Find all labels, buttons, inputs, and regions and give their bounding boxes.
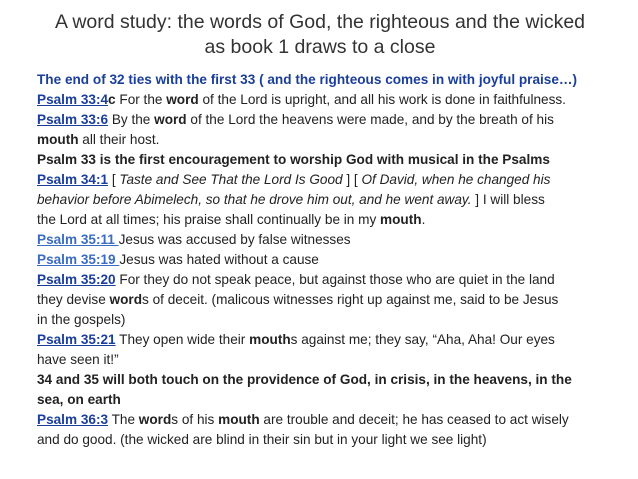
keyword: word: [138, 412, 172, 427]
verse-psalm-36-3: [37, 410, 623, 450]
keyword: word: [166, 92, 199, 107]
slide-body: [37, 70, 623, 450]
text: of the Lord the heavens were made, and by the breath of his: [186, 112, 554, 127]
text: the Lord at all times; his praise shall continually be in my: [37, 212, 381, 227]
slide-title: [20, 10, 620, 60]
verse-psalm-33-6: [37, 110, 623, 150]
text: ] I will bless: [471, 192, 545, 207]
ref-psalm-35-19[interactable]: Psalm 35:19: [37, 252, 120, 267]
verse-psalm-35-19: [37, 250, 623, 270]
keyword: mouth: [380, 212, 422, 227]
text: s of his: [171, 412, 219, 427]
keyword: mouth: [218, 412, 260, 427]
text: in the gospels): [37, 312, 126, 327]
text: 34 and 35 will both touch on the providence of God, in crisis, in the heavens, in the: [37, 372, 572, 387]
title-line-2: as book 1 draws to a close: [204, 36, 436, 58]
keyword: word: [109, 292, 143, 307]
ref-suffix: c: [108, 92, 116, 107]
italic-text: behavior before Abimelech, so that he drove him out, and he went away.: [37, 192, 472, 207]
text: ] [: [342, 172, 362, 187]
keyword: mouth: [37, 132, 79, 147]
text: They open wide their: [115, 332, 250, 347]
italic-text: Taste and See That the Lord Is Good: [119, 172, 343, 187]
verse-psalm-35-20: [37, 270, 623, 330]
italic-text: Of David, when he changed his: [361, 172, 551, 187]
text: they devise: [37, 292, 110, 307]
note-providence: [37, 370, 623, 410]
text: and do good. (the wicked are blind in their sin but in your light we see light): [37, 432, 487, 447]
text: Jesus was accused by false witnesses: [118, 232, 351, 247]
keyword: word: [154, 112, 187, 127]
ref-psalm-33-6[interactable]: Psalm 33:6: [37, 112, 109, 127]
verse-psalm-35-21: [37, 330, 623, 370]
text: Jesus was hated without a cause: [119, 252, 319, 267]
verse-psalm-33-4: [37, 90, 623, 110]
text: [: [108, 172, 120, 187]
text: sea, on earth: [37, 392, 121, 407]
verse-psalm-34-1: [37, 170, 623, 230]
ref-psalm-33-4[interactable]: Psalm 33:4: [37, 92, 109, 107]
keyword: mouth: [249, 332, 291, 347]
ref-psalm-35-21[interactable]: Psalm 35:21: [37, 332, 116, 347]
text: have seen it!”: [37, 352, 119, 367]
title-line-1: A word study: the words of God, the righteous and the wicked: [54, 11, 586, 33]
ref-psalm-35-20[interactable]: Psalm 35:20: [37, 272, 116, 287]
note-psalm-33: Psalm 33 is the first encouragement to worship God with musical in the Psalms: [37, 152, 550, 167]
text: s of deceit. (malicous witnesses right up against me, said to be Jesus: [142, 292, 559, 307]
verse-psalm-35-11: [37, 230, 623, 250]
text: By the: [108, 112, 155, 127]
intro-line: The end of 32 ties with the first 33 ( and the righteous comes in with joyful praise…): [37, 72, 578, 87]
text: all their host.: [78, 132, 160, 147]
text: s against me; they say, “Aha, Aha! Our eyes: [290, 332, 555, 347]
ref-psalm-36-3[interactable]: Psalm 36:3: [37, 412, 109, 427]
text: of the Lord is upright, and all his work is done in faithfulness.: [198, 92, 566, 107]
ref-psalm-35-11[interactable]: Psalm 35:11: [37, 232, 119, 247]
text: .: [421, 212, 426, 227]
text: are trouble and deceit; he has ceased to act wisely: [259, 412, 569, 427]
ref-psalm-34-1[interactable]: Psalm 34:1: [37, 172, 109, 187]
text: The: [108, 412, 139, 427]
text: For the: [115, 92, 167, 107]
text: For they do not speak peace, but against those who are quiet in the land: [115, 272, 555, 287]
